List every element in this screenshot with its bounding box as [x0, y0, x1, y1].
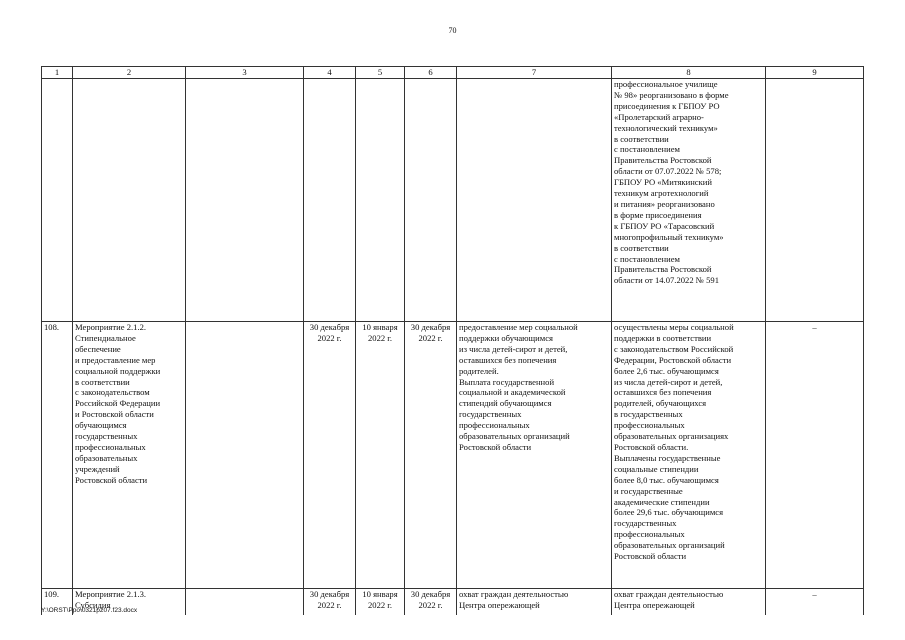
notes-cell	[766, 79, 864, 322]
responsible-cell	[186, 589, 304, 615]
start-date: 10 января 2022 г.	[356, 322, 405, 589]
column-header: 5	[356, 67, 405, 79]
start-date: 10 января 2022 г.	[356, 589, 405, 615]
report-table	[41, 66, 864, 615]
end-date	[405, 79, 457, 322]
row-number: 108.	[42, 322, 73, 589]
actual-result: осуществлены меры социальной поддержки в соответствии с законодательством Российской Федерации, Ростовской области более 2,6 тыс. обучающимся из числа детей-сирот и детей, оставшихся без попечения родителей, обучающихся в государственных профессиональных образовательных организациях Ростовской области. Выплачены государственные социальные стипендии более 8,0 тыс. обучающимся и государственные академические стипендии более 29,6 тыс. обучающимся государственных профессиональных образовательных организаций Ростовской области	[612, 322, 766, 589]
planned-result: предоставление мер социальной поддержки обучающимся из числа детей-сирот и детей, оставшихся без попечения родителей. Выплата государственной социальной и академической стипендий обучающимся государственных профессиональных образовательных организаций Ростовской области	[457, 322, 612, 589]
table-row	[42, 322, 864, 589]
column-header: 3	[186, 67, 304, 79]
end-date: 30 декабря 2022 г.	[405, 589, 457, 615]
actual-result: охват граждан деятельностью Центра опережающей	[612, 589, 766, 615]
measure-name: Мероприятие 2.1.2. Стипендиальное обеспечение и предоставление мер социальной поддержки в соответствии с законодательством Российской Федерации и Ростовской области обучающимся государственных профессиональных образовательных учреждений Ростовской области	[73, 322, 186, 589]
measure-name: Мероприятие 2.1.3. Субсидия	[73, 589, 186, 615]
notes-cell: –	[766, 589, 864, 615]
responsible-cell	[186, 322, 304, 589]
start-date	[356, 79, 405, 322]
responsible-cell	[186, 79, 304, 322]
table-header-row	[42, 67, 864, 79]
column-header: 8	[612, 67, 766, 79]
column-header: 9	[766, 67, 864, 79]
column-header: 4	[304, 67, 356, 79]
notes-cell: –	[766, 322, 864, 589]
table-row	[42, 589, 864, 615]
column-header: 2	[73, 67, 186, 79]
column-header: 1	[42, 67, 73, 79]
column-header: 7	[457, 67, 612, 79]
document-path: Y:\ORST\Ppo\0321p207.f23.docx	[41, 607, 138, 614]
planned-date	[304, 79, 356, 322]
table-row	[42, 79, 864, 322]
end-date: 30 декабря 2022 г.	[405, 322, 457, 589]
actual-result: профессиональное училище № 98» реорганизовано в форме присоединения к ГБПОУ РО «Пролетарский аграрно- технологический техникум» в соответствии с постановлением Правительства Ростовской области от 07.07.2022 № 578; ГБПОУ РО «Митякинский техникум агротехнологий и питания» реорганизовано в форме присоединения к ГБПОУ РО «Тарасовский многопрофильный техникум» в соответствии с постановлением Правительства Ростовской области от 14.07.2022 № 591	[612, 79, 766, 322]
measure-name	[73, 79, 186, 322]
column-header: 6	[405, 67, 457, 79]
planned-result: охват граждан деятельностью Центра опережающей	[457, 589, 612, 615]
planned-result	[457, 79, 612, 322]
row-number	[42, 79, 73, 322]
planned-date: 30 декабря 2022 г.	[304, 322, 356, 589]
row-number: 109.	[42, 589, 73, 615]
page-number: 70	[448, 26, 457, 35]
planned-date: 30 декабря 2022 г.	[304, 589, 356, 615]
